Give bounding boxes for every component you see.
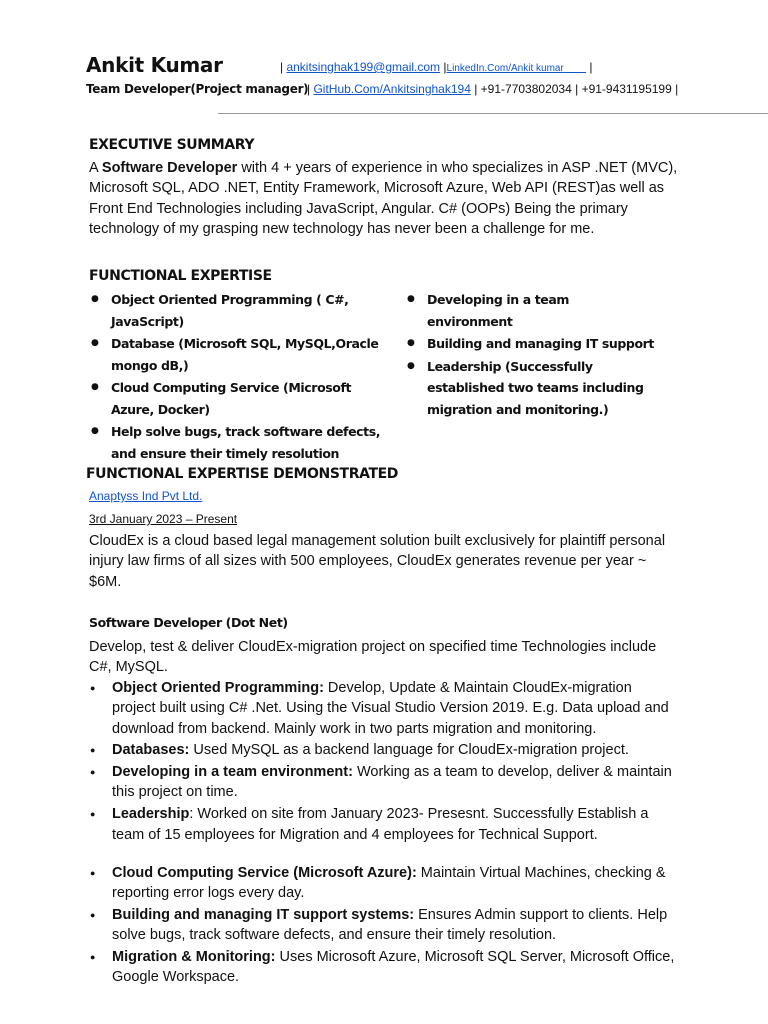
email-link[interactable]: ankitsinghak199@gmail.com [286, 60, 441, 74]
github-link[interactable]: GitHub.Com/Ankitsinghak194 [313, 82, 471, 96]
list-item: ● Building and managing IT support systems: Ensures Admin support to clients. Help solve bugs, track software defects, and ensure their timely resolution. [89, 905, 679, 946]
expertise-left-list [89, 289, 389, 465]
list-item: ● Database (Microsoft SQL, MySQL,Oracle mongo dB,) [89, 333, 389, 376]
list-item: ● Building and managing IT support [405, 333, 655, 355]
demonstrated-heading: FUNCTIONAL EXPERTISE DEMONSTRATED [86, 466, 398, 482]
summary-heading: EXECUTIVE SUMMARY [89, 137, 255, 153]
summary-bold-role: Software Developer [101, 160, 238, 176]
linkedin-link[interactable]: LinkedIn.Com/Ankit kumar [446, 63, 564, 74]
list-item: ● Help solve bugs, track software defects, and ensure their timely resolution [89, 421, 389, 464]
list-item: ● Leadership: Worked on site from January 2023- Presesnt. Successfully Establish a team of 15 employees for Migration and 4 employees for Technical Support. [89, 804, 679, 845]
responsibilities-list [89, 678, 679, 989]
company-description: CloudEx is a cloud based legal management solution built exclusively for plaintiff personal injury law firms of all sizes with 500 employees, CloudEx generates revenue per year ~ $6M. [89, 533, 666, 590]
list-item: ● Developing in a team environment [405, 289, 655, 332]
list-item: ● Cloud Computing Service (Microsoft Azure): Maintain Virtual Machines, checking & reporting error logs every day. [89, 863, 679, 904]
list-item: ● Leadership (Successfully established two teams including migration and monitoring.) [405, 356, 655, 421]
list-item: ● Object Oriented Programming ( C#, JavaScript) [89, 289, 389, 332]
header-divider [218, 113, 768, 114]
list-item: ● Developing in a team environment: Working as a team to develop, deliver & maintain this project on time. [89, 762, 679, 803]
summary-text: A Software Developer with 4 + years of experience in who specializes in ASP .NET (MVC), Microsoft SQL, ADO .NET, Entity Framework, Microsoft Azure, Web API (REST)as well as Front End Technologies including JavaScript, Angular. C# (OOPs) Being the primary technology of my grasping new technology has never been a challenge for me. [89, 160, 678, 237]
list-item: ● Databases: Used MySQL as a backend language for CloudEx-migration project. [89, 740, 679, 760]
position-title: Software Developer (Dot Net) [89, 615, 288, 630]
phone-1: +91-7703802034 [480, 82, 572, 96]
contact-line-2: | GitHub.Com/Ankitsinghak194 | +91-7703802034 | +91-9431195199 | [307, 82, 679, 96]
candidate-role: Team Developer(Project manager) [86, 82, 309, 96]
candidate-name: Ankit Kumar [86, 53, 223, 77]
employment-dates: 3rd January 2023 – Present [89, 512, 238, 526]
expertise-heading: FUNCTIONAL EXPERTISE [89, 268, 272, 284]
list-item: ● Cloud Computing Service (Microsoft Azure, Docker) [89, 377, 389, 420]
phone-2: +91-9431195199 [581, 82, 672, 96]
list-item: ● Object Oriented Programming: Develop, Update & Maintain CloudEx-migration project built using C# .Net. Using the Visual Studio Version 2019. E.g. Data upload and download from backend. Mainly work in two parts migration and monitoring. [89, 678, 679, 739]
expertise-right-list [405, 289, 655, 421]
contact-line-1: | ankitsinghak199@gmail.com |LinkedIn.Com/Ankit kumar | [280, 60, 593, 74]
position-description: Develop, test & deliver CloudEx-migration project on specified time Technologies include C#, MySQL. [89, 639, 657, 676]
company-link[interactable]: Anaptyss Ind Pvt Ltd. [89, 489, 203, 503]
list-item: ● Migration & Monitoring: Uses Microsoft Azure, Microsoft SQL Server, Microsoft Office, Google Workspace. [89, 947, 679, 988]
